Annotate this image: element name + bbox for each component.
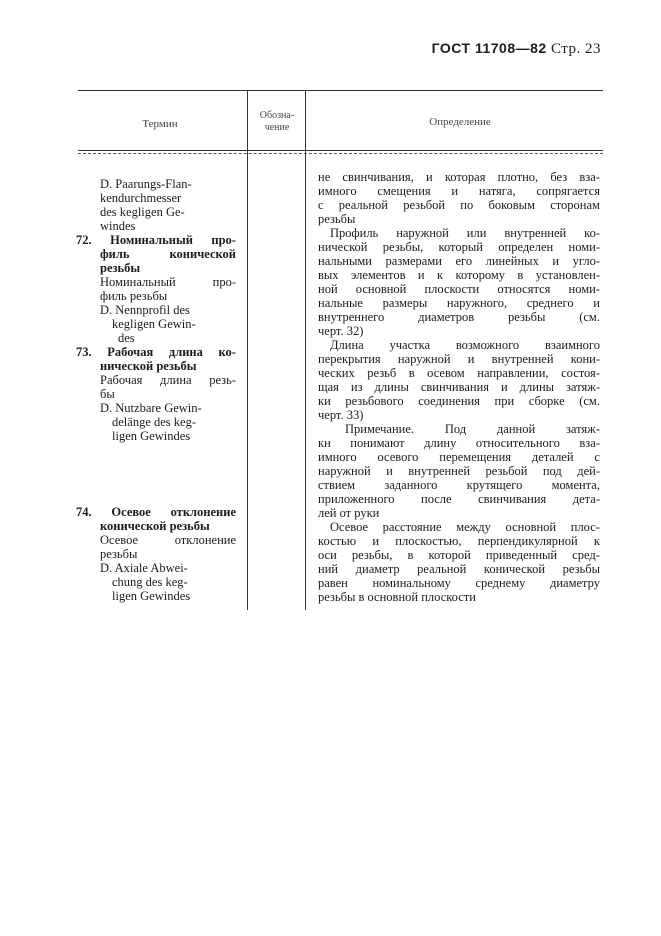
definition-line: приложенного после свинчивания дета- xyxy=(318,492,600,506)
definition-line: вых элементов и к которому в установлен- xyxy=(318,268,600,282)
column-header-definition: Определение xyxy=(429,116,491,128)
term-line: 72. Номинальный про- xyxy=(76,233,236,247)
term-line: D. Paarungs-Flan- xyxy=(100,177,192,191)
definition-line: резьбы в основной плоскости xyxy=(318,590,476,604)
column-header-term: Термин xyxy=(142,118,178,130)
definition-line: Примечание. Под данной затяж- xyxy=(345,422,600,436)
definition-line: ки резьбового соединения при сборке (см. xyxy=(318,394,600,408)
definition-line: черт. 32) xyxy=(318,324,364,338)
term-line: chung des keg- xyxy=(112,575,188,589)
page-number: Стр. 23 xyxy=(550,41,601,57)
term-line: Рабочая длина резь- xyxy=(100,373,236,387)
definition-line: перекрытия наружной и внутренней кони- xyxy=(318,352,600,366)
term-line: D. Nennprofil des xyxy=(100,303,190,317)
definition-line: с реальной резьбой по боковым сторонам xyxy=(318,198,600,212)
term-line: филь резьбы xyxy=(100,289,168,303)
definition-line: ний диаметр реальной конической резьбы xyxy=(318,562,600,576)
term-line: Номинальный про- xyxy=(100,275,236,289)
table-top-rule xyxy=(78,90,603,91)
term-line: windes xyxy=(100,219,136,233)
definition-line: оси резьбы, в которой приведенный сред- xyxy=(318,548,600,562)
definition-line: Профиль наружной или внутренней ко- xyxy=(330,226,600,240)
column-divider-1 xyxy=(247,90,248,610)
definition-line: лей от руки xyxy=(318,506,380,520)
definition-line: нальными размерами его линейных и угло- xyxy=(318,254,600,268)
term-line: D. Nutzbare Gewin- xyxy=(100,401,202,415)
definition-line: не свинчивания, и которая плотно, без вза- xyxy=(318,170,600,184)
definition-line: ствием заданного крутящего момента, xyxy=(318,478,600,492)
definition-line: Осевое расстояние между основной плос- xyxy=(330,520,600,534)
definition-line: Длина участка возможного взаимного xyxy=(330,338,600,352)
term-line: конической резьбы xyxy=(100,519,210,533)
definition-line: костью и плоскостью, перпендикулярной к xyxy=(318,534,600,548)
definition-line: резьбы xyxy=(318,212,356,226)
term-line: des xyxy=(118,331,135,345)
definition-line: ческих резьб в осевом направлении, состоя- xyxy=(318,366,600,380)
definition-line: ной основной плоскости относятся номи- xyxy=(318,282,600,296)
definition-line: равен номинальному среднему диаметру xyxy=(318,576,600,590)
definition-line: имного осевого перемещения деталей с xyxy=(318,450,600,464)
term-line: delänge des keg- xyxy=(112,415,196,429)
term-line: D. Axiale Abwei- xyxy=(100,561,188,575)
term-line: резьбы xyxy=(100,261,141,275)
term-line: des kegligen Ge- xyxy=(100,205,185,219)
term-line: kegligen Gewin- xyxy=(112,317,196,331)
header-bottom-rule-2 xyxy=(78,153,603,154)
definition-line: нальные размеры наружного, среднего и xyxy=(318,296,600,310)
column-header-symbol: Обозна- чение xyxy=(259,110,295,133)
term-line: 74. Осевое отклонение xyxy=(76,505,236,519)
definition-line: кн понимают длину относительного вза- xyxy=(318,436,600,450)
term-line: нической резьбы xyxy=(100,359,197,373)
term-line: Осевое отклонение xyxy=(100,533,236,547)
definition-line: имного смещения и натяга, сопрягается xyxy=(318,184,600,198)
term-line: kendurchmesser xyxy=(100,191,182,205)
definition-line: внутреннего диаметров резьбы (см. xyxy=(318,310,600,324)
definition-line: черт. 33) xyxy=(318,408,364,422)
term-line: филь конической xyxy=(100,247,236,261)
definition-line: щая из длины свинчивания и длины затяж- xyxy=(318,380,600,394)
standard-number: ГОСТ 11708—82 xyxy=(431,40,547,56)
definition-line: наружной и внутренней резьбой под дей- xyxy=(318,464,600,478)
term-line: ligen Gewindes xyxy=(112,429,191,443)
term-line: 73. Рабочая длина ко- xyxy=(76,345,236,359)
header-bottom-rule xyxy=(78,150,603,151)
term-line: резьбы xyxy=(100,547,138,561)
definition-line: нической резьбы, который определен номи- xyxy=(318,240,600,254)
term-line: бы xyxy=(100,387,115,401)
term-line: ligen Gewindes xyxy=(112,589,191,603)
page-header xyxy=(432,40,601,58)
column-divider-2 xyxy=(305,90,306,610)
